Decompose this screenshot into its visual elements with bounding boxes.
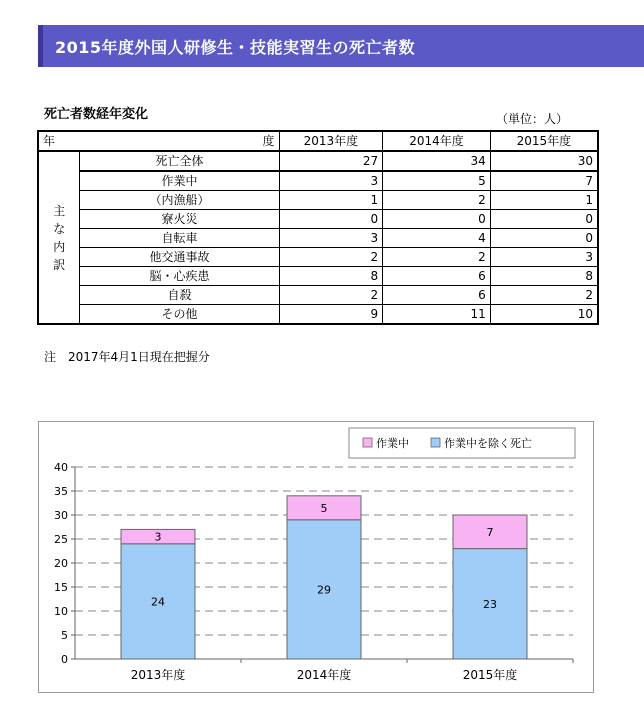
row-label: 死亡全体 bbox=[80, 151, 279, 171]
group-label-cell bbox=[38, 151, 80, 324]
y-tick-label: 25 bbox=[54, 533, 68, 546]
chart-container bbox=[38, 421, 594, 693]
cell-value: 2 bbox=[279, 286, 383, 305]
cell-value: 2 bbox=[383, 191, 491, 210]
group-char: 主 bbox=[53, 203, 66, 218]
cell-value: 2 bbox=[279, 248, 383, 267]
cell-value: 2 bbox=[490, 286, 598, 305]
header-year-2014: 2014年度 bbox=[383, 131, 491, 151]
group-char: な bbox=[53, 221, 66, 236]
cell-value: 8 bbox=[490, 267, 598, 286]
cell-value: 4 bbox=[383, 229, 491, 248]
y-tick-label: 10 bbox=[54, 605, 68, 618]
legend-label: 作業中 bbox=[376, 437, 409, 450]
row-label: （内漁船） bbox=[80, 191, 279, 210]
cell-value: 8 bbox=[279, 267, 383, 286]
y-tick-label: 40 bbox=[54, 461, 68, 474]
section-title: 死亡者数経年変化 bbox=[44, 107, 149, 122]
table-row bbox=[38, 286, 598, 305]
row-label: その他 bbox=[80, 305, 279, 325]
cell-value: 3 bbox=[490, 248, 598, 267]
group-char: 訳 bbox=[53, 257, 66, 272]
table-row bbox=[38, 248, 598, 267]
x-tick-label: 2013年度 bbox=[130, 668, 186, 682]
header-right-label: 度 bbox=[262, 134, 275, 148]
data-label: 5 bbox=[320, 501, 328, 515]
row-label: 自転車 bbox=[80, 229, 279, 248]
table-row bbox=[38, 210, 598, 229]
row-label: 脳・心疾患 bbox=[80, 267, 279, 286]
y-tick-label: 35 bbox=[54, 485, 68, 498]
data-label: 23 bbox=[483, 597, 497, 611]
unit-label: （単位：人） bbox=[496, 112, 569, 126]
cell-value: 1 bbox=[279, 191, 383, 210]
data-label: 7 bbox=[486, 525, 494, 539]
legend-label: 作業中を除く死亡 bbox=[444, 437, 532, 450]
cell-value: 0 bbox=[279, 210, 383, 229]
y-tick-label: 15 bbox=[54, 581, 68, 594]
y-tick-label: 20 bbox=[54, 557, 68, 570]
cell-value: 9 bbox=[279, 305, 383, 325]
cell-value: 6 bbox=[383, 267, 491, 286]
stacked-bar-chart bbox=[39, 422, 593, 692]
data-label: 24 bbox=[151, 595, 165, 609]
row-label: 寮火災 bbox=[80, 210, 279, 229]
table-row-total bbox=[38, 151, 598, 171]
table-row bbox=[38, 267, 598, 286]
header-year-2015: 2015年度 bbox=[490, 131, 598, 151]
footnote: 注 2017年4月1日現在把握分 bbox=[44, 350, 210, 364]
cell-value: 0 bbox=[490, 229, 598, 248]
y-tick-label: 30 bbox=[54, 509, 68, 522]
header-left-label: 年 bbox=[43, 134, 56, 148]
cell-value: 1 bbox=[490, 191, 598, 210]
cell-value: 6 bbox=[383, 286, 491, 305]
data-label: 29 bbox=[317, 583, 331, 597]
cell-value: 0 bbox=[490, 210, 598, 229]
cell-value: 34 bbox=[383, 151, 491, 171]
table-header-row bbox=[38, 131, 598, 151]
page-title: 2015年度外国人研修生・技能実習生の死亡者数 bbox=[55, 38, 416, 57]
x-tick-label: 2015年度 bbox=[462, 668, 518, 682]
cell-value: 5 bbox=[383, 171, 491, 191]
cell-value: 30 bbox=[490, 151, 598, 171]
data-label: 3 bbox=[154, 530, 162, 544]
cell-value: 2 bbox=[383, 248, 491, 267]
group-char: 内 bbox=[53, 239, 66, 254]
table-row bbox=[38, 171, 598, 191]
table-row bbox=[38, 191, 598, 210]
cell-value: 7 bbox=[490, 171, 598, 191]
y-tick-label: 0 bbox=[61, 653, 68, 666]
legend-swatch bbox=[363, 438, 372, 447]
cell-value: 3 bbox=[279, 171, 383, 191]
table-row bbox=[38, 305, 598, 325]
header-year-2013: 2013年度 bbox=[279, 131, 383, 151]
page-title-bar bbox=[38, 25, 644, 67]
x-tick-label: 2014年度 bbox=[296, 668, 352, 682]
death-count-table bbox=[37, 130, 599, 325]
row-label: 作業中 bbox=[80, 171, 279, 191]
legend-swatch bbox=[431, 438, 440, 447]
row-label: 自殺 bbox=[80, 286, 279, 305]
cell-value: 3 bbox=[279, 229, 383, 248]
y-tick-label: 5 bbox=[61, 629, 68, 642]
cell-value: 0 bbox=[383, 210, 491, 229]
table-row bbox=[38, 229, 598, 248]
cell-value: 10 bbox=[490, 305, 598, 325]
header-year-cell bbox=[38, 131, 279, 151]
row-label: 他交通事故 bbox=[80, 248, 279, 267]
cell-value: 27 bbox=[279, 151, 383, 171]
cell-value: 11 bbox=[383, 305, 491, 325]
